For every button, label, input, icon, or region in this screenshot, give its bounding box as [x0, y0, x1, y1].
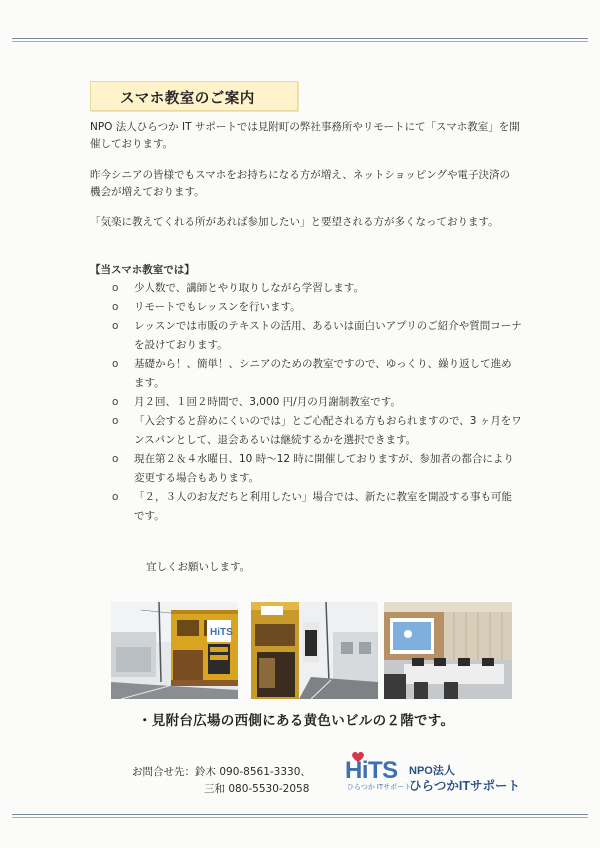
org-type: NPO法人	[409, 765, 455, 777]
list-item	[112, 298, 522, 317]
contact-label: お問合せ先：	[132, 766, 195, 778]
intro-paragraph: NPO 法人ひらつか IT サポートでは見附町の弊社事務所やリモートにて「スマホ教室」を開催しております。	[90, 121, 520, 150]
contact-line-2: 三和 080-5530-2058	[204, 783, 310, 795]
list-item	[112, 393, 522, 412]
page-title: スマホ教室のご案内	[120, 91, 255, 107]
list-item-text: リモートでもレッスンを行います。	[134, 301, 301, 313]
list-item	[112, 355, 522, 393]
bullet-mark: o	[112, 358, 119, 370]
list-item-text: 現在第２＆４水曜日、10 時～12 時に開催しておりますが、参加者の都合により変更する場合もあります。	[134, 453, 514, 484]
list-item-text: 「入会すると辞めにくいのでは」とご心配される方もおられますので、3 ヶ月をワンスパンとして、退会あるいは継続するかを選択できます。	[134, 415, 522, 446]
logo-mark: HiTS	[345, 757, 398, 784]
list-item-text: レッスンでは市販のテキストの活用、あるいは面白いアプリのご紹介や質問コーナを設けております。	[134, 320, 522, 351]
bullet-mark: o	[112, 396, 119, 408]
building-photo	[251, 602, 378, 699]
street-photo	[111, 602, 238, 699]
features-heading: 【当スマホ教室では】	[90, 264, 195, 276]
contact-line-1: 鈴木 090-8561-3330、	[195, 766, 311, 778]
org-logo	[345, 757, 520, 793]
logo-subtitle: ひらつか ITサポート	[347, 784, 412, 791]
background-paragraph: 昨今シニアの皆様でもスマホをお持ちになる方が増え、ネットショッピングや電子決済の機会が増えております。	[90, 169, 510, 198]
top-rule	[12, 38, 588, 42]
list-item	[112, 488, 522, 526]
feature-list	[112, 279, 522, 526]
list-item-text: 月２回、１回２時間で、3,000 円/月の月謝制教室です。	[134, 396, 401, 408]
org-name: ひらつかITサポート	[409, 779, 520, 793]
building-sign: HiTS	[210, 627, 233, 638]
bottom-rule	[12, 814, 588, 818]
list-item	[112, 450, 522, 488]
bullet-mark: o	[112, 415, 119, 427]
list-item	[112, 317, 522, 355]
closing-remark: 宜しくお願いします。	[146, 561, 251, 573]
bullet-mark: o	[112, 320, 119, 332]
list-item	[112, 279, 522, 298]
bullet-mark: o	[112, 301, 119, 313]
list-item	[112, 412, 522, 450]
photo-caption: ・見附台広場の西側にある黄色いビルの２階です。	[138, 713, 455, 729]
bullet-mark: o	[112, 282, 119, 294]
classroom-photo	[384, 602, 512, 699]
list-item-text: 「２，３人のお友だちと利用したい」場合では、新たに教室を開設する事も可能です。	[134, 491, 512, 522]
request-paragraph: 「気楽に教えてくれる所があれば参加したい」と要望される方が多くなっております。	[90, 216, 499, 228]
bullet-mark: o	[112, 491, 119, 503]
list-item-text: 少人数で、講師とやり取りしながら学習します。	[134, 282, 364, 294]
list-item-text: 基礎から！、簡単！、シニアのための教室ですので、ゆっくり、繰り返して進めます。	[134, 358, 512, 389]
bullet-mark: o	[112, 453, 119, 465]
contact-info	[132, 764, 311, 798]
